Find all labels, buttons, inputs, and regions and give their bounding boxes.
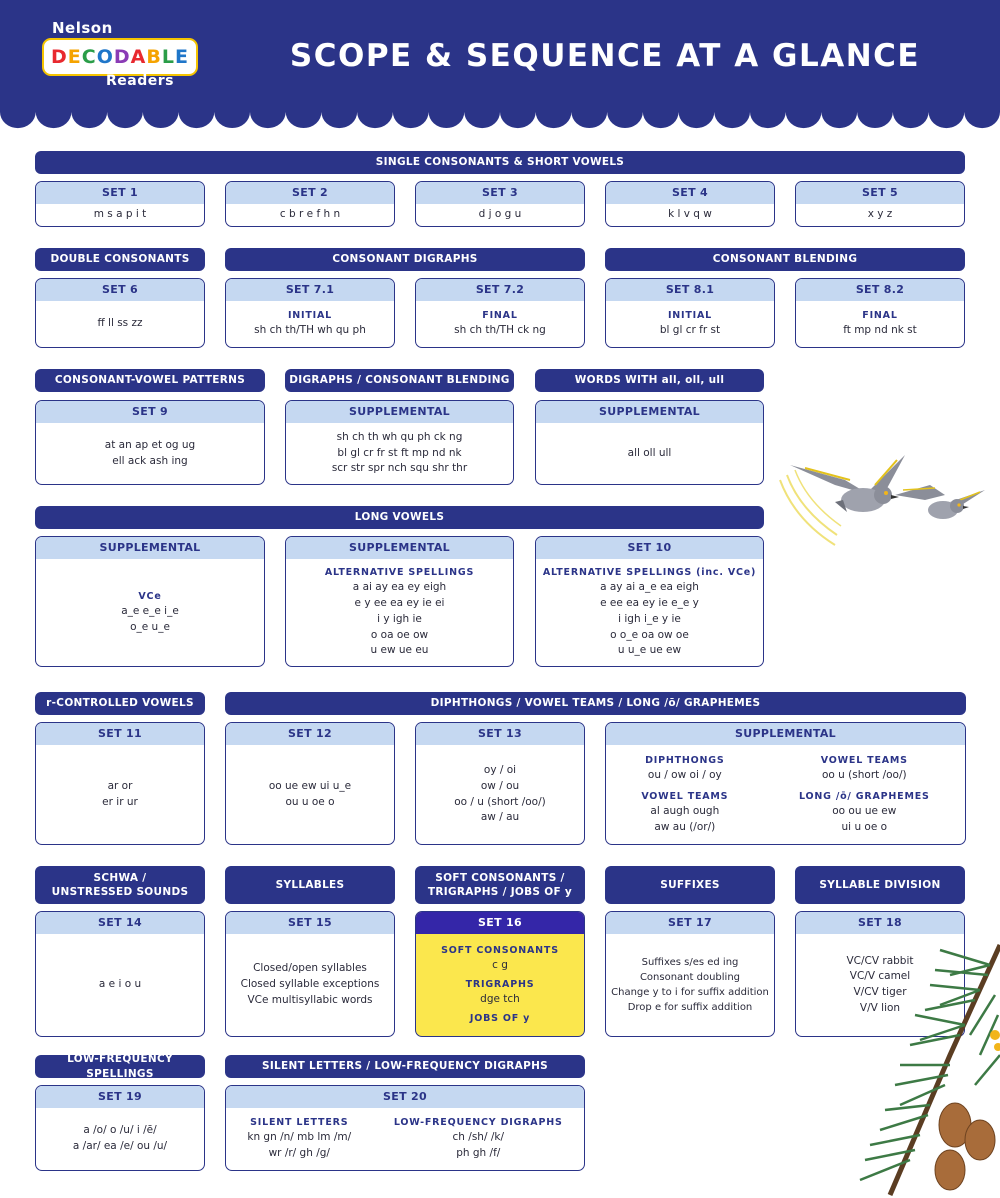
set-7-2-card — [415, 278, 585, 348]
card-title: SET 2 — [226, 182, 394, 204]
section-header-long-vowels: LONG VOWELS — [35, 506, 764, 529]
card-title: SUPPLEMENTAL — [286, 537, 513, 559]
set-8-2-card — [795, 278, 965, 348]
card-line: i igh i_e y ie — [618, 612, 681, 625]
supplemental-all-oll-ull-card — [535, 400, 764, 485]
card-line: u ew ue eu — [370, 644, 429, 657]
card-line: a ay ai a_e ea eigh — [600, 581, 699, 594]
card-title: SET 19 — [36, 1086, 204, 1108]
card-subtitle: VOWEL TEAMS — [641, 790, 729, 802]
card-line: ui u oe o — [841, 820, 888, 833]
card-body: c b r e f h n — [279, 208, 341, 221]
set-16-card — [415, 911, 585, 1037]
card-subtitle: VOWEL TEAMS — [820, 754, 908, 766]
logo-letter: D — [51, 46, 68, 68]
card-title: SET 12 — [226, 723, 394, 745]
logo-bottom-word: Readers — [106, 73, 174, 89]
logo-letter: C — [81, 46, 97, 68]
set-4-card — [605, 181, 775, 227]
card-title: SET 16 — [416, 912, 584, 934]
card-body: sh ch th/TH ck ng — [454, 324, 546, 337]
card-subtitle: TRIGRAPHS — [465, 978, 535, 990]
set-20-card — [225, 1085, 585, 1171]
card-title: SET 8.1 — [606, 279, 774, 301]
card-line: Closed/open syllables — [253, 962, 367, 975]
card-subtitle: ALTERNATIVE SPELLINGS (inc. VCe) — [542, 567, 757, 578]
logo-main-word — [51, 46, 189, 68]
card-line: e ee ea ey ie e_e y — [600, 597, 699, 609]
set-3-card — [415, 181, 585, 227]
set-14-card — [35, 911, 205, 1037]
card-body: all oll ull — [627, 446, 672, 459]
set-11-card — [35, 722, 205, 845]
card-line: aw / au — [480, 811, 520, 824]
header-line: TRIGRAPHS / JOBS OF y — [427, 886, 573, 898]
section-header-schwa — [35, 866, 205, 904]
card-line: ph gh /f/ — [456, 1147, 501, 1160]
card-line: sh ch th wh qu ph ck ng — [336, 430, 463, 443]
nelson-decodable-readers-logo — [34, 16, 204, 96]
card-line: a /ar/ ea /e/ ou /u/ — [72, 1140, 168, 1152]
card-line: ell ack ash ing — [112, 454, 188, 467]
supplemental-vce-card — [35, 536, 265, 667]
logo-letter: E — [67, 46, 82, 68]
header-line: SCHWA / — [93, 871, 147, 884]
card-body: d j o g u — [478, 208, 522, 221]
page-title: SCOPE & SEQUENCE AT A GLANCE — [289, 38, 921, 74]
card-body: x y z — [867, 208, 893, 221]
scalloped-border — [0, 100, 1000, 132]
card-title: SET 13 — [416, 723, 584, 745]
section-header-consonant-blending: CONSONANT BLENDING — [605, 248, 965, 271]
card-subtitle: LONG /ō/ GRAPHEMES — [798, 790, 930, 802]
card-title: SET 6 — [36, 279, 204, 301]
card-line: ow / ou — [480, 779, 520, 792]
set-10-card — [535, 536, 764, 667]
card-title: SET 14 — [36, 912, 204, 934]
pine-branch-illustration — [830, 935, 1000, 1198]
set-9-card — [35, 400, 265, 485]
card-line: c g — [492, 959, 508, 972]
card-title: SET 15 — [226, 912, 394, 934]
card-body: ff ll ss zz — [97, 317, 143, 330]
card-subtitle: SILENT LETTERS — [250, 1117, 349, 1129]
set-8-1-card — [605, 278, 775, 348]
card-title: SET 8.2 — [796, 279, 964, 301]
card-title: SUPPLEMENTAL — [606, 723, 965, 745]
card-subtitle: SOFT CONSONANTS — [441, 944, 559, 956]
card-line: bl gl cr fr st ft mp nd nk — [337, 446, 462, 459]
card-subtitle: INITIAL — [287, 310, 333, 321]
card-title: SET 7.1 — [226, 279, 394, 301]
section-header-all-oll-ull: WORDS WITH all, oll, ull — [535, 369, 764, 392]
card-line: kn gn /n/ mb lm /m/ — [247, 1131, 352, 1144]
logo-letter: L — [161, 46, 175, 68]
logo-badge — [42, 38, 198, 76]
card-title: SUPPLEMENTAL — [286, 401, 513, 423]
card-line: o o_e oa ow oe — [610, 628, 689, 641]
card-title: SET 7.2 — [416, 279, 584, 301]
logo-letter: E — [174, 46, 189, 68]
card-subtitle: INITIAL — [667, 310, 713, 321]
supplemental-diphthongs-card — [605, 722, 966, 845]
card-title: SET 18 — [796, 912, 964, 934]
card-title: SET 4 — [606, 182, 774, 204]
card-subtitle: LOW-FREQUENCY DIGRAPHS — [393, 1117, 563, 1129]
section-header-syllables: SYLLABLES — [225, 866, 395, 904]
card-body: a e i o u — [98, 978, 142, 991]
card-subtitle: FINAL — [482, 310, 518, 321]
section-header-silent-letters: SILENT LETTERS / LOW-FREQUENCY DIGRAPHS — [225, 1055, 585, 1078]
logo-letter: A — [130, 46, 147, 68]
set-2-card — [225, 181, 395, 227]
section-header-diphthongs: DIPHTHONGS / VOWEL TEAMS / LONG /ō/ GRAPHEMES — [225, 692, 966, 715]
set-19-card — [35, 1085, 205, 1171]
card-title: SUPPLEMENTAL — [36, 537, 264, 559]
card-subtitle: ALTERNATIVE SPELLINGS — [324, 567, 475, 578]
card-line: ou / ow oi / oy — [647, 768, 722, 781]
set-12-card — [225, 722, 395, 845]
card-line: a ai ay ea ey eigh — [352, 581, 447, 594]
section-header-digraphs-blending: DIGRAPHS / CONSONANT BLENDING — [285, 369, 514, 392]
card-title: SET 10 — [536, 537, 763, 559]
card-title: SET 9 — [36, 401, 264, 423]
card-line: wr /r/ gh /g/ — [268, 1147, 330, 1160]
card-body: sh ch th/TH wh qu ph — [254, 324, 366, 337]
card-line: oy / oi — [483, 764, 517, 776]
card-line: a_e e_e i_e — [121, 604, 179, 617]
card-title: SUPPLEMENTAL — [536, 401, 763, 423]
section-header-soft-consonants — [415, 866, 585, 904]
section-header-single-consonants: SINGLE CONSONANTS & SHORT VOWELS — [35, 151, 965, 174]
card-title: SET 5 — [796, 182, 964, 204]
card-line: Suffixes s/es ed ing — [641, 957, 739, 968]
card-line: Closed syllable exceptions — [240, 978, 380, 991]
card-line: u u_e ue ew — [617, 644, 682, 657]
card-line: Drop e for suffix addition — [627, 1002, 753, 1013]
card-title: SET 1 — [36, 182, 204, 204]
logo-letter: B — [146, 46, 162, 68]
card-body: k l v q w — [668, 208, 712, 221]
set-1-card — [35, 181, 205, 227]
card-body: m s a p i t — [93, 208, 147, 221]
card-subtitle: DIPHTHONGS — [645, 754, 725, 766]
card-line: oo ou ue ew — [832, 804, 897, 817]
card-title: SET 17 — [606, 912, 774, 934]
card-subtitle: FINAL — [862, 310, 898, 321]
section-header-r-controlled-vowels: r-CONTROLLED VOWELS — [35, 692, 205, 715]
card-line: o oa oe ow — [370, 628, 429, 641]
card-title: SET 20 — [226, 1086, 584, 1108]
card-line: V/CV tiger — [853, 986, 907, 998]
card-line: dge tch — [480, 993, 520, 1006]
card-line: scr str spr nch squ shr thr — [331, 462, 468, 475]
card-line: a /o/ o /u/ i /ē/ — [83, 1124, 157, 1137]
set-5-card — [795, 181, 965, 227]
card-line: VCe multisyllabic words — [247, 993, 373, 1006]
card-line: ar or — [107, 779, 133, 792]
logo-letter: D — [113, 46, 131, 68]
section-header-double-consonants: DOUBLE CONSONANTS — [35, 248, 205, 271]
card-line: er ir ur — [102, 795, 138, 808]
set-17-card — [605, 911, 775, 1037]
card-line: oo / u (short /oo/) — [454, 795, 546, 808]
card-line: e y ee ea ey ie ei — [354, 597, 445, 609]
card-line: Consonant doubling — [639, 972, 741, 983]
card-line: ch /sh/ /k/ — [452, 1131, 504, 1144]
card-line: Change y to i for suffix addition — [611, 987, 769, 998]
section-header-syllable-division: SYLLABLE DIVISION — [795, 866, 965, 904]
card-line: oo ue ew ui u_e — [268, 779, 352, 792]
card-title: SET 11 — [36, 723, 204, 745]
card-line: o_e u_e — [130, 620, 170, 633]
set-7-1-card — [225, 278, 395, 348]
logo-letter: O — [96, 46, 114, 68]
card-line: al augh ough — [650, 804, 720, 817]
section-header-consonant-vowel-patterns: CONSONANT-VOWEL PATTERNS — [35, 369, 265, 392]
section-header-suffixes: SUFFIXES — [605, 866, 775, 904]
card-title: SET 3 — [416, 182, 584, 204]
card-line: i y igh ie — [377, 612, 422, 625]
header-line: SOFT CONSONANTS / — [435, 871, 565, 884]
logo-top-word: Nelson — [52, 19, 113, 37]
card-line: V/V lion — [859, 1001, 901, 1014]
set-13-card — [415, 722, 585, 845]
card-subtitle: JOBS OF y — [469, 1012, 531, 1024]
card-line: ou u oe o — [285, 795, 335, 808]
section-header-low-frequency-spellings: LOW-FREQUENCY SPELLINGS — [35, 1055, 205, 1078]
card-line: VC/CV rabbit — [846, 954, 914, 967]
card-line: at an ap et og ug — [104, 438, 196, 451]
card-line: VC/V camel — [849, 970, 911, 983]
supplemental-alternative-spellings-card — [285, 536, 514, 667]
set-6-card — [35, 278, 205, 348]
card-line: aw au (/or/) — [654, 820, 716, 833]
header-line: UNSTRESSED SOUNDS — [51, 886, 189, 898]
card-subtitle: VCe — [138, 590, 162, 602]
card-line: oo u (short /oo/) — [822, 768, 907, 781]
card-body: ft mp nd nk st — [843, 324, 917, 337]
card-body: bl gl cr fr st — [659, 324, 721, 337]
supplemental-digraphs-card — [285, 400, 514, 485]
section-header-consonant-digraphs: CONSONANT DIGRAPHS — [225, 248, 585, 271]
birds-illustration — [775, 440, 990, 560]
set-15-card — [225, 911, 395, 1037]
